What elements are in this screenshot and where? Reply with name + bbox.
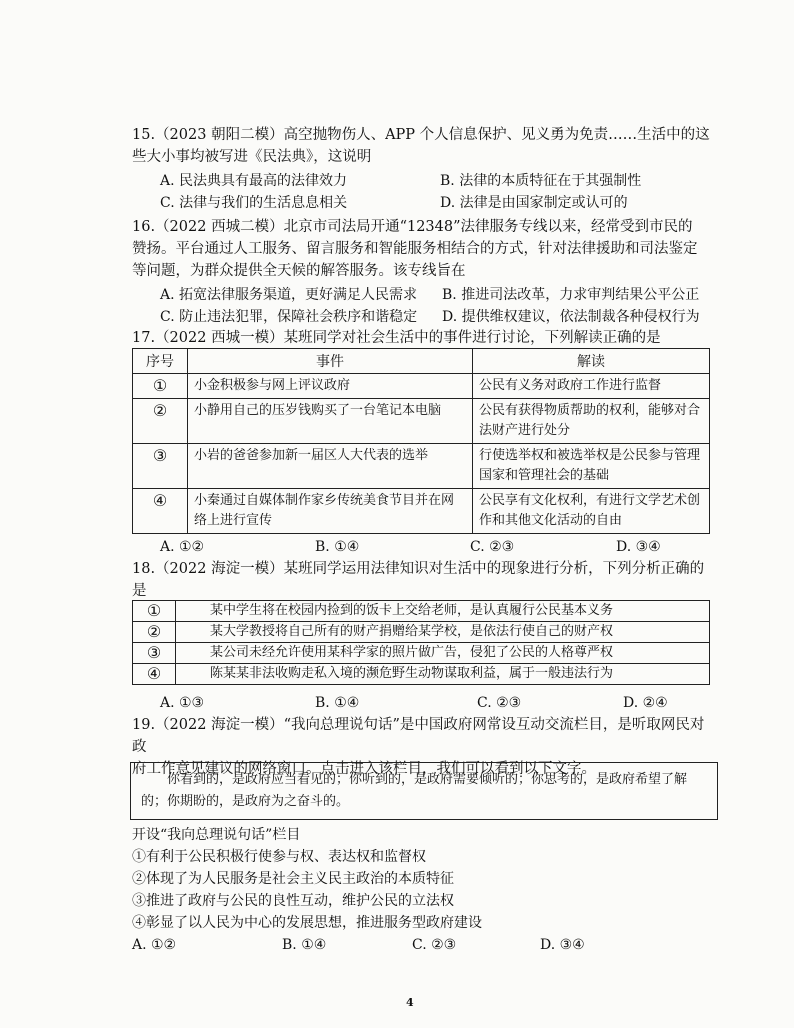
- table-row: [133, 374, 710, 399]
- question-17-option-b: B. ①④: [315, 539, 360, 555]
- question-15: [132, 124, 712, 168]
- question-16-option-a: A. 拓宽法律服务渠道，更好满足人民需求: [160, 287, 418, 303]
- table-cell-event: 小金积极参与网上评议政府: [188, 374, 473, 399]
- question-17-line-1: 17.（2022 西城一模）某班同学对社会生活中的事件进行讨论，下列解读正确的是: [132, 330, 661, 346]
- table-cell-text: 某公司未经允许使用某科学家的照片做广告，侵犯了公民的人格尊严权: [176, 643, 710, 664]
- table-cell-no: ①: [133, 374, 188, 399]
- table-cell-event: 小静用自己的压岁钱购买了一台笔记本电脑: [188, 399, 473, 444]
- question-16-option-c: C. 防止违法犯罪，保障社会秩序和谐稳定: [160, 309, 418, 325]
- table-row: [133, 399, 710, 444]
- question-15-options: [160, 170, 720, 214]
- table-cell-reading: 公民有获得物质帮助的权利，能够对合法财产进行处分: [473, 399, 710, 444]
- question-16-line-3: 等问题，为群众提供全天候的解答服务。该专线旨在: [132, 263, 466, 279]
- question-16-line-2: 赞扬。平台通过人工服务、留言服务和智能服务相结合的方式，针对法律援助和司法鉴定: [132, 241, 698, 257]
- question-15-option-c: C. 法律与我们的生活息息相关: [160, 195, 348, 211]
- question-19-line-1: 19.（2022 海淀一模）“我向总理说句话”是中国政府网常设互动交流栏目，是听取网民对政: [132, 717, 705, 755]
- question-17-option-c: C. ②③: [470, 539, 515, 555]
- table-cell-text: 某大学教授将自己所有的财产捐赠给某学校，是依法行使自己的财产权: [176, 622, 710, 643]
- question-19-line-2: 府工作意见建议的网络窗口。点击进入该栏目，我们可以看到以下文字。: [132, 761, 596, 777]
- page-number: 4: [406, 996, 414, 1009]
- question-18-option-a: A. ①③: [160, 695, 205, 711]
- table-header-no: 序号: [133, 349, 188, 374]
- table-row: [133, 444, 710, 489]
- question-17-table: [132, 348, 710, 534]
- question-19-option-d: D. ③④: [540, 937, 585, 953]
- question-19-item-1: ①有利于公民积极行使参与权、表达权和监督权: [132, 849, 426, 865]
- question-17-option-d: D. ③④: [616, 539, 661, 555]
- question-19-option-c: C. ②③: [412, 937, 457, 953]
- table-cell-event: 小秦通过自媒体制作家乡传统美食节目并在网络上进行宣传: [188, 489, 473, 534]
- table-header-row: [133, 349, 710, 374]
- table-row: [133, 643, 710, 664]
- question-19-stem: 开设“我向总理说句话”栏目: [132, 827, 301, 843]
- quote-box: 你看到的，是政府应当看见的；你听到的，是政府需要倾听的；你思考的，是政府希望了解的；你期盼的，是政府为之奋斗的。: [130, 762, 718, 820]
- question-17: [132, 327, 712, 349]
- question-18-option-c: C. ②③: [477, 695, 522, 711]
- question-15-line-1: 15.（2023 朝阳二模）高空抛物伤人、APP 个人信息保护、见义勇为免责……生活中的这: [132, 127, 710, 143]
- table-cell-no: ③: [133, 643, 176, 664]
- question-18-option-b: B. ①④: [315, 695, 360, 711]
- question-19-item-2: ②体现了为人民服务是社会主义民主政治的本质特征: [132, 871, 454, 887]
- question-18-options: [160, 692, 720, 714]
- question-18-table: [132, 600, 710, 685]
- table-row: [133, 489, 710, 534]
- table-cell-no: ②: [133, 622, 176, 643]
- question-18-line-2: 是: [132, 583, 147, 599]
- question-19-option-b: B. ①④: [282, 937, 327, 953]
- table-cell-event: 小岩的爸爸参加新一届区人大代表的选举: [188, 444, 473, 489]
- table-row: [133, 622, 710, 643]
- question-16: [132, 216, 712, 282]
- table-cell-no: ①: [133, 601, 176, 622]
- table-row: [133, 601, 710, 622]
- question-16-option-d: D. 提供维权建议，依法制裁各种侵权行为: [442, 309, 700, 325]
- question-15-option-d: D. 法律是由国家制定或认可的: [440, 195, 628, 211]
- question-18: [132, 558, 712, 602]
- question-16-option-b: B. 推进司法改革，力求审判结果公平公正: [442, 287, 700, 303]
- question-17-option-a: A. ①②: [160, 539, 205, 555]
- question-19-item-4: ④彰显了以人民为中心的发展思想，推进服务型政府建设: [132, 915, 482, 931]
- table-cell-no: ③: [133, 444, 188, 489]
- question-19-item-3: ③推进了政府与公民的良性互动，维护公民的立法权: [132, 893, 454, 909]
- question-16-line-1: 16.（2022 西城二模）北京市司法局开通“12348”法律服务专线以来，经常受到市民的: [132, 219, 693, 235]
- table-row: [133, 664, 710, 685]
- table-header-event: 事件: [188, 349, 473, 374]
- question-15-option-b: B. 法律的本质特征在于其强制性: [440, 173, 642, 189]
- question-17-options: [160, 536, 720, 558]
- table-cell-reading: 公民有义务对政府工作进行监督: [473, 374, 710, 399]
- table-cell-no: ②: [133, 399, 188, 444]
- question-15-option-a: A. 民法典具有最高的法律效力: [160, 173, 348, 189]
- question-18-line-1: 18.（2022 海淀一模）某班同学运用法律知识对生活中的现象进行分析，下列分析正确的: [132, 561, 705, 577]
- table-header-reading: 解读: [473, 349, 710, 374]
- table-cell-no: ④: [133, 489, 188, 534]
- table-cell-reading: 公民享有文化权利，有进行文学艺术创作和其他文化活动的自由: [473, 489, 710, 534]
- question-19-options: [132, 934, 692, 956]
- question-15-line-2: 些大小事均被写进《民法典》，这说明: [132, 149, 372, 165]
- question-19-option-a: A. ①②: [132, 937, 177, 953]
- table-cell-reading: 行使选举权和被选举权是公民参与管理国家和管理社会的基础: [473, 444, 710, 489]
- question-16-options: [160, 284, 720, 328]
- question-18-option-d: D. ②④: [623, 695, 668, 711]
- table-cell-text: 陈某某非法收购走私入境的濒危野生动物谋取利益，属于一般违法行为: [176, 664, 710, 685]
- table-cell-no: ④: [133, 664, 176, 685]
- table-cell-text: 某中学生将在校园内捡到的饭卡上交给老师，是认真履行公民基本义务: [176, 601, 710, 622]
